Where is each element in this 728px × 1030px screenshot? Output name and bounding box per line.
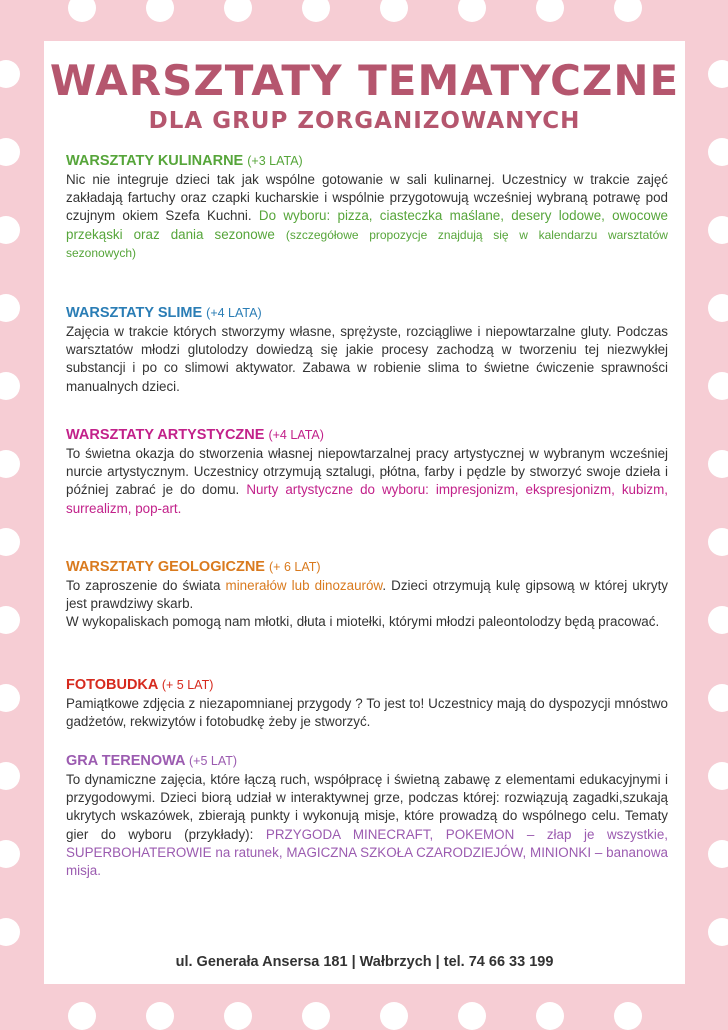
- flyer-card: [44, 41, 685, 984]
- page-title: WARSZTATY TEMATYCZNE: [49, 56, 680, 105]
- section-age: (+4 LATA): [206, 306, 262, 320]
- section-text: To zaproszenie do świata: [66, 578, 226, 593]
- section-options: Do wyboru: pizza, ciasteczka maślane, desery lodowe, owocowe przekąski oraz dania sezonowe: [66, 208, 668, 242]
- section-text-2: W wykopaliskach pomogą nam młotki, dłuta i miotełki, którymi młodzi paleontolodzy będą pracować.: [66, 614, 660, 630]
- section-title: FOTOBUDKA: [66, 677, 158, 693]
- footer-contact: ul. Generała Ansersa 181 | Wałbrzych | tel. 74 66 33 199: [175, 954, 554, 970]
- section-age: (+4 LATA): [268, 428, 324, 442]
- section-body: [66, 695, 668, 731]
- section-options: PRZYGODA MINECRAFT, POKEMON – złap je wszystkie, SUPERBOHATEROWIE na ratunek, MAGICZNA SZKOŁA CZARODZIEJÓW, MINIONKI – bananowa misja.: [66, 826, 669, 879]
- section-kulinarne: [66, 151, 668, 262]
- section-age: (+3 LATA): [247, 154, 303, 168]
- section-body: [66, 445, 668, 518]
- section-age: (+ 5 LAT): [161, 678, 214, 692]
- section-fotobudka: [66, 675, 668, 731]
- section-text: To świetna okazja do stworzenia własnej niepowtarzalnej pracy artystycznej w wybranym wcześniej nurcie artystycznym. Uczestnicy otrzymują sztalugi, płótna, farby i pędzle by stworzyć swoje dzieła i później zabrać je do domu.: [66, 446, 668, 498]
- section-title: WARSZTATY GEOLOGICZNE: [66, 559, 265, 575]
- section-options: Nurty artystyczne do wyboru: impresjonizm, ekspresjonizm, kubizm, surrealizm, pop-art.: [66, 482, 668, 516]
- section-title: GRA TERENOWA: [66, 753, 185, 769]
- section-body: [66, 771, 668, 880]
- section-note: (szczegółowe propozycje znajdują się w kalendarzu warsztatów sezonowych): [66, 227, 668, 260]
- section-text: Zajęcia w trakcie których stworzymy własne, sprężyste, rozciągliwe i niepowtarzalne gluty. Podczas warsztatów młodzi glutolodzy dowiedzą się jakie procesy zachodzą w tworzeniu tej niezwykłej substancji i po co slimowi aktywator. Zabawa w robienie slima to świetne ćwiczenie sprawności manualnych dzieci.: [66, 324, 668, 394]
- section-text: Nic nie integruje dzieci tak jak wspólne gotowanie w sali kulinarnej. Uczestnicy w trakcie zajęć zakładają fartuchy oraz czapki kucharskie i wspólnie przygotowują wcześniej wybraną potrawę pod czujnym okiem Szefa Kuchni.: [66, 172, 668, 224]
- section-text: . Dzieci otrzymują kulę gipsową w której ukryty jest prawdziwy skarb.: [66, 578, 669, 612]
- section-highlight: minerałów lub dinozaurów: [225, 578, 383, 593]
- section-age: (+ 6 LAT): [269, 560, 321, 574]
- section-age: (+5 LAT): [188, 754, 238, 768]
- section-body: [66, 323, 668, 396]
- section-body: [66, 171, 668, 262]
- section-text: Pamiątkowe zdjęcia z niezapomnianej przygody ? To jest to! Uczestnicy mają do dyspozycji mnóstwo gadżetów, rekwizytów i fotobudkę żeby je stworzyć.: [66, 696, 668, 730]
- section-title: WARSZTATY SLIME: [66, 305, 203, 321]
- section-body: [66, 577, 668, 632]
- section-terenowa: [66, 751, 668, 880]
- section-text: To dynamiczne zajęcia, które łączą ruch, współpracę i świetną zabawę z elementami edukacyjnymi i przygodowymi. Dzieci biorą udział w interaktywnej grze, podczas której: rozwiązują zagadki,szukają ukrytych wskazówek, zbierają punkty i wykonują misje, które prowadzą do wspólnego celu. Tematy gier do wyboru (przykłady):: [66, 772, 668, 842]
- section-title: WARSZTATY ARTYSTYCZNE: [66, 427, 265, 443]
- section-artystyczne: [66, 425, 668, 518]
- section-title: WARSZTATY KULINARNE: [66, 153, 244, 169]
- section-geologiczne: [66, 557, 668, 632]
- page-subtitle: DLA GRUP ZORGANIZOWANYCH: [148, 108, 581, 134]
- section-slime: [66, 303, 668, 396]
